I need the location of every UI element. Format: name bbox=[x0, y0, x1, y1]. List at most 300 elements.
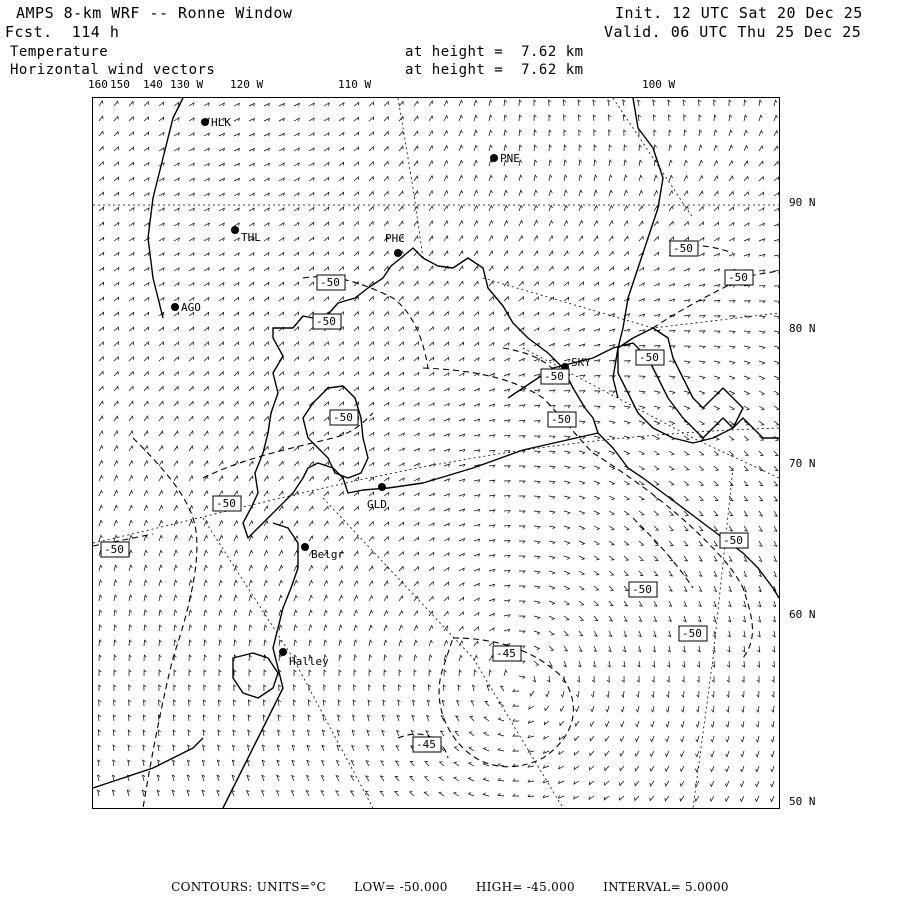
wind-barb bbox=[474, 221, 478, 226]
wind-barb bbox=[129, 193, 134, 196]
wind-barb bbox=[684, 284, 690, 287]
wind-barb bbox=[309, 581, 313, 587]
wind-barb bbox=[429, 640, 433, 646]
wind-barb bbox=[680, 751, 684, 757]
wind-barb bbox=[474, 251, 478, 256]
wind-barb bbox=[699, 130, 702, 136]
wind-barb bbox=[294, 640, 297, 646]
wind-barb bbox=[699, 238, 704, 242]
wind-barb bbox=[609, 206, 613, 212]
wind-barb bbox=[489, 266, 493, 271]
wind-barb bbox=[771, 721, 774, 727]
contour-minus50-i bbox=[653, 270, 779, 328]
wind-barb bbox=[294, 357, 298, 361]
wind-barb bbox=[444, 582, 449, 586]
wind-barb bbox=[204, 610, 207, 616]
wind-barb bbox=[234, 118, 239, 121]
wind-barb bbox=[529, 706, 534, 709]
wind-barb bbox=[294, 223, 299, 227]
wind-barb bbox=[234, 536, 238, 541]
wind-barb bbox=[519, 358, 524, 361]
wind-barb bbox=[264, 118, 269, 121]
wind-barb bbox=[339, 507, 343, 511]
wind-barb bbox=[459, 266, 463, 271]
wind-barb bbox=[354, 625, 357, 631]
wind-barb bbox=[384, 403, 389, 407]
wind-barb bbox=[264, 133, 269, 136]
wind-barb bbox=[234, 387, 238, 391]
wind-barb bbox=[609, 130, 611, 136]
wind-barb bbox=[594, 145, 596, 151]
wind-barb bbox=[369, 237, 373, 241]
wind-barb bbox=[484, 747, 490, 751]
wind-barb bbox=[504, 251, 508, 256]
wind-barb bbox=[429, 297, 433, 302]
wind-barb bbox=[774, 162, 778, 167]
wind-barb bbox=[474, 100, 477, 106]
wind-barb bbox=[411, 731, 414, 736]
wind-barb bbox=[309, 163, 314, 166]
wind-barb bbox=[699, 451, 704, 455]
wind-barb bbox=[741, 751, 744, 757]
wind-barb bbox=[294, 103, 299, 106]
wind-barb bbox=[504, 420, 510, 423]
wind-barb bbox=[414, 537, 419, 541]
wind-barb bbox=[534, 390, 540, 393]
wind-barb bbox=[264, 551, 268, 556]
wind-barb bbox=[564, 616, 569, 620]
wind-barb bbox=[249, 312, 254, 316]
wind-barb bbox=[519, 343, 524, 346]
wind-barb bbox=[729, 376, 735, 379]
wind-barb bbox=[249, 268, 254, 271]
wind-barb bbox=[234, 178, 239, 181]
wind-barb bbox=[504, 221, 508, 226]
wind-barb bbox=[593, 100, 596, 106]
wind-barb bbox=[669, 466, 674, 470]
wind-barb bbox=[459, 161, 463, 167]
wind-barb bbox=[159, 283, 164, 286]
wind-barb bbox=[594, 360, 600, 363]
wind-barb bbox=[579, 586, 584, 590]
wind-barb bbox=[774, 556, 777, 561]
wind-barb bbox=[219, 402, 223, 407]
wind-barb bbox=[594, 251, 598, 256]
wind-barb bbox=[129, 253, 134, 256]
wind-barb bbox=[741, 736, 744, 742]
wind-barb bbox=[579, 391, 585, 393]
wind-barb bbox=[293, 715, 296, 721]
wind-barb bbox=[234, 670, 236, 676]
wind-barb bbox=[174, 401, 178, 406]
wind-barb bbox=[399, 221, 403, 226]
wind-barb bbox=[424, 792, 429, 796]
wind-barb bbox=[605, 751, 609, 756]
wind-barb bbox=[594, 571, 599, 575]
wind-barb bbox=[414, 297, 418, 302]
wind-barb bbox=[414, 508, 419, 511]
wind-barb bbox=[714, 130, 717, 136]
wind-barb bbox=[339, 357, 343, 361]
wind-barb bbox=[279, 178, 284, 181]
wind-barb bbox=[710, 796, 714, 801]
wind-barb bbox=[714, 316, 720, 318]
wind-barb bbox=[173, 730, 176, 736]
wind-barb bbox=[774, 376, 779, 380]
wind-barb bbox=[528, 735, 534, 738]
wind-barb bbox=[714, 586, 717, 591]
wind-barb bbox=[635, 796, 639, 800]
wind-barb bbox=[470, 717, 474, 722]
wind-barb bbox=[669, 391, 675, 394]
wind-barb bbox=[774, 193, 779, 197]
wind-barb bbox=[459, 145, 463, 151]
wind-barb bbox=[624, 160, 627, 166]
wind-barb bbox=[684, 346, 690, 348]
svg-text:-50: -50 bbox=[639, 350, 641, 351]
wind-barb bbox=[489, 206, 493, 212]
contour-label bbox=[493, 646, 521, 661]
wind-barb bbox=[712, 691, 714, 697]
wind-barb bbox=[351, 761, 354, 766]
wind-barb bbox=[758, 586, 761, 592]
wind-barb bbox=[127, 790, 130, 796]
wind-barb bbox=[144, 132, 149, 136]
wind-barb bbox=[474, 145, 477, 151]
wind-barb bbox=[114, 162, 119, 166]
wind-barb bbox=[605, 736, 609, 741]
wind-barb bbox=[112, 790, 115, 796]
wind-barb bbox=[699, 346, 705, 349]
wind-barb bbox=[159, 178, 164, 181]
wind-barb bbox=[324, 432, 329, 436]
wind-barb bbox=[669, 206, 673, 211]
wind-barb bbox=[354, 222, 358, 226]
wind-barb bbox=[354, 447, 359, 451]
wind-barb bbox=[414, 146, 418, 151]
wind-barb bbox=[696, 736, 699, 742]
wind-barb bbox=[336, 776, 339, 781]
station-markers bbox=[171, 118, 569, 656]
wind-barb bbox=[174, 283, 179, 286]
wind-barb bbox=[429, 116, 433, 121]
wind-barb bbox=[217, 775, 220, 781]
wind-barb bbox=[560, 721, 564, 726]
wind-barb bbox=[504, 389, 510, 392]
wind-barb bbox=[399, 131, 403, 136]
wind-barb bbox=[726, 736, 729, 742]
wind-barb bbox=[219, 372, 223, 376]
wind-barb bbox=[339, 162, 344, 166]
wind-barb bbox=[279, 491, 283, 496]
wind-barb bbox=[204, 700, 206, 706]
wind-barb bbox=[384, 342, 388, 346]
wind-barb bbox=[774, 208, 779, 211]
wind-barb bbox=[189, 446, 193, 451]
wind-barb bbox=[324, 447, 329, 451]
wind-barb bbox=[608, 100, 611, 106]
wind-barb bbox=[534, 160, 537, 166]
wind-barb bbox=[144, 223, 149, 226]
wind-barb bbox=[549, 646, 553, 650]
wind-barb bbox=[744, 331, 750, 334]
wind-barb bbox=[354, 596, 358, 601]
wind-barb bbox=[144, 327, 149, 331]
wind-barb bbox=[729, 436, 734, 440]
wind-barb bbox=[575, 736, 579, 741]
wind-barb bbox=[369, 581, 373, 586]
wind-barb bbox=[484, 717, 489, 721]
wind-barb bbox=[384, 162, 388, 167]
wind-barb bbox=[234, 297, 239, 301]
wind-barb bbox=[249, 327, 254, 331]
wind-barb bbox=[444, 236, 448, 241]
wind-barb bbox=[741, 706, 744, 712]
wind-barb bbox=[635, 736, 639, 742]
wind-barb bbox=[714, 253, 719, 256]
wind-barb bbox=[399, 281, 403, 286]
wind-barb bbox=[519, 251, 523, 256]
wind-barb bbox=[219, 357, 223, 361]
wind-barb bbox=[696, 721, 699, 727]
wind-barb bbox=[369, 267, 373, 271]
wind-barb bbox=[729, 100, 731, 106]
wind-barb bbox=[98, 790, 101, 796]
wind-barb bbox=[278, 730, 281, 736]
wind-barb bbox=[249, 387, 253, 391]
contour-label bbox=[679, 626, 707, 641]
wind-barb bbox=[339, 447, 344, 451]
wind-barb bbox=[729, 176, 733, 181]
wind-barb bbox=[354, 177, 359, 181]
wind-barb bbox=[504, 629, 510, 632]
wind-barb bbox=[219, 700, 221, 706]
wind-barb bbox=[714, 145, 717, 151]
wind-barb bbox=[727, 661, 729, 667]
wind-barb bbox=[204, 446, 208, 451]
wind-barb bbox=[624, 361, 630, 363]
wind-barb bbox=[549, 205, 553, 211]
wind-barb bbox=[159, 431, 163, 436]
wind-barb bbox=[309, 252, 314, 256]
wind-barb bbox=[549, 175, 552, 181]
wind-barb bbox=[444, 419, 450, 422]
wind-barb bbox=[759, 285, 765, 288]
wind-barb bbox=[609, 406, 615, 409]
wind-barb bbox=[519, 100, 522, 106]
wind-barb bbox=[534, 251, 538, 256]
wind-barb bbox=[352, 730, 355, 736]
wind-barb bbox=[743, 601, 746, 607]
wind-barb bbox=[549, 266, 553, 271]
wind-barb bbox=[414, 640, 417, 646]
wind-barb bbox=[292, 745, 295, 751]
wind-barb bbox=[774, 115, 778, 121]
wind-barb bbox=[414, 131, 418, 136]
wind-barb bbox=[534, 236, 538, 241]
wind-barb bbox=[414, 116, 418, 121]
wind-barb bbox=[474, 641, 478, 646]
wind-barb bbox=[174, 595, 177, 601]
contour-high: HIGH= -45.000 bbox=[475, 880, 575, 894]
wind-barb bbox=[699, 115, 701, 121]
svg-text:-50: -50 bbox=[682, 627, 702, 640]
wind-barb bbox=[204, 327, 209, 331]
wind-barb bbox=[143, 775, 146, 781]
wind-barb bbox=[114, 640, 117, 646]
wind-barb bbox=[219, 342, 224, 346]
wind-barb bbox=[369, 417, 374, 421]
wind-barb bbox=[444, 221, 448, 226]
wind-barb bbox=[219, 565, 222, 571]
coastlines bbox=[93, 98, 779, 808]
wind-barb bbox=[159, 670, 161, 676]
wind-barb bbox=[324, 252, 329, 256]
wind-barb bbox=[204, 148, 209, 151]
wind-barb bbox=[114, 700, 116, 706]
wind-barb bbox=[534, 631, 540, 634]
wind-barb bbox=[594, 526, 599, 530]
wind-barb bbox=[574, 796, 579, 799]
wind-barb bbox=[609, 391, 615, 393]
wind-barb bbox=[624, 481, 629, 485]
wind-barb bbox=[129, 506, 133, 512]
wind-barb bbox=[714, 161, 718, 166]
wind-barb bbox=[99, 131, 103, 136]
wind-barb bbox=[144, 595, 147, 601]
wind-barb bbox=[549, 661, 552, 666]
wind-barb bbox=[653, 100, 656, 106]
wind-barb bbox=[774, 346, 779, 349]
wind-barb bbox=[129, 446, 133, 451]
wind-barb bbox=[666, 721, 669, 727]
wind-barb bbox=[414, 357, 419, 361]
wind-barb bbox=[234, 163, 239, 166]
wind-barb bbox=[549, 190, 552, 196]
wind-barb bbox=[174, 416, 178, 421]
wind-barb bbox=[639, 206, 643, 211]
wind-barb bbox=[294, 521, 298, 526]
lat-label-70n: 70 N bbox=[789, 457, 816, 470]
wind-barb bbox=[579, 375, 585, 378]
wind-barb bbox=[174, 223, 179, 226]
wind-barb bbox=[744, 511, 748, 516]
wind-barb bbox=[440, 762, 445, 766]
wind-barb bbox=[711, 751, 714, 757]
wind-barb bbox=[665, 796, 669, 801]
wind-barb bbox=[669, 299, 675, 302]
wind-barb bbox=[519, 221, 523, 227]
wind-barb bbox=[129, 238, 134, 241]
wind-barb bbox=[504, 511, 510, 513]
wind-barb bbox=[129, 625, 132, 631]
wind-barb bbox=[324, 581, 328, 586]
wind-barb bbox=[339, 267, 343, 271]
wind-barb bbox=[474, 175, 478, 181]
wind-barb bbox=[609, 541, 614, 545]
wind-barb bbox=[174, 238, 179, 241]
wind-barb bbox=[455, 732, 459, 737]
wind-barb bbox=[729, 571, 732, 576]
wind-barb bbox=[202, 790, 205, 796]
wind-barb bbox=[528, 794, 534, 797]
wind-barb bbox=[234, 238, 239, 241]
wind-barb bbox=[189, 148, 194, 151]
wind-barb bbox=[262, 775, 265, 781]
wind-barb bbox=[474, 342, 479, 346]
wind-barb bbox=[339, 297, 343, 301]
wind-barb bbox=[698, 616, 701, 622]
wind-barb bbox=[159, 268, 164, 271]
wind-barb bbox=[654, 511, 659, 515]
wind-barb bbox=[429, 206, 433, 211]
station-label-belgr: Belgr bbox=[311, 548, 345, 561]
wind-barb bbox=[264, 178, 269, 181]
wind-barb bbox=[279, 402, 283, 406]
wind-barb bbox=[564, 496, 570, 499]
wind-barb bbox=[729, 223, 734, 226]
wind-barb bbox=[759, 115, 762, 121]
wind-barb bbox=[638, 631, 641, 637]
contour-label bbox=[636, 350, 664, 365]
wind-barb bbox=[264, 640, 267, 646]
wind-barb bbox=[459, 655, 462, 661]
wind-barb bbox=[144, 520, 148, 526]
wind-barb bbox=[665, 751, 669, 757]
svg-text:-50: -50 bbox=[544, 370, 564, 383]
wind-barb bbox=[204, 431, 208, 436]
wind-barb bbox=[774, 131, 778, 136]
wind-barb bbox=[369, 357, 374, 361]
wind-barb bbox=[294, 372, 298, 376]
wind-barb bbox=[324, 492, 328, 496]
wind-barb bbox=[249, 551, 253, 557]
wind-barb bbox=[399, 685, 401, 691]
wind-barb bbox=[324, 148, 329, 151]
wind-barb bbox=[639, 421, 645, 424]
wind-barb bbox=[337, 745, 340, 751]
graticule-line-d bbox=[323, 498, 563, 808]
wind-barb bbox=[639, 511, 644, 515]
wind-barb bbox=[309, 297, 314, 301]
wind-barb bbox=[504, 670, 507, 676]
wind-barb bbox=[99, 401, 103, 406]
wind-barb bbox=[534, 541, 540, 544]
wind-barb bbox=[381, 776, 385, 781]
wind-barb bbox=[669, 601, 672, 606]
wind-barb bbox=[639, 160, 642, 166]
wind-barb bbox=[504, 145, 507, 151]
wind-barb bbox=[339, 536, 343, 541]
wind-barb bbox=[744, 436, 749, 440]
wind-barb bbox=[174, 298, 179, 302]
wind-barb bbox=[594, 511, 599, 515]
wind-barb bbox=[653, 115, 655, 121]
wind-barb bbox=[425, 777, 429, 781]
wind-barb bbox=[354, 462, 359, 466]
wind-barb bbox=[249, 565, 253, 571]
svg-text:-50: -50 bbox=[333, 411, 353, 424]
wind-barb bbox=[144, 312, 149, 316]
wind-barb bbox=[219, 223, 224, 226]
wind-barb bbox=[489, 642, 494, 646]
wind-barb bbox=[219, 208, 224, 211]
wind-barb bbox=[174, 268, 179, 271]
wind-barb bbox=[444, 611, 448, 616]
coastline-weddell-east bbox=[223, 523, 298, 808]
wind-barb bbox=[534, 374, 540, 377]
wind-barb bbox=[444, 312, 448, 316]
